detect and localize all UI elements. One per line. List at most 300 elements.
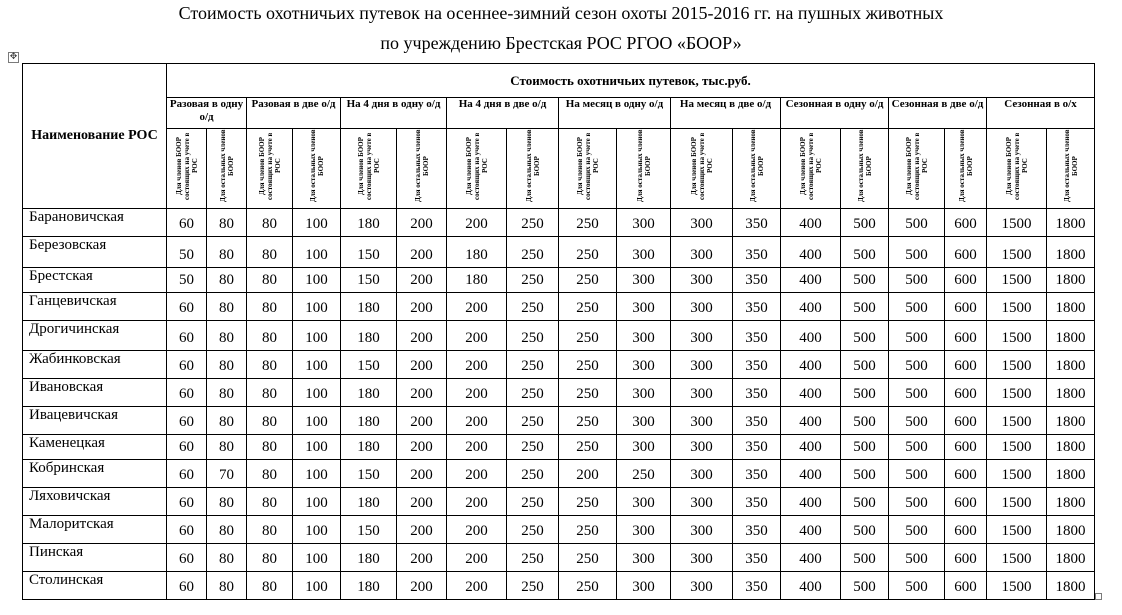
price-cell: 1800 [1047,516,1095,544]
price-cell: 1800 [1047,544,1095,572]
price-cell: 350 [733,209,781,237]
price-cell: 100 [293,321,341,351]
header-sub-label: Для членов БООР состоящих на учете в РОС [356,132,381,200]
price-cell: 1800 [1047,435,1095,460]
price-cell: 200 [397,544,447,572]
price-cell: 60 [167,293,207,321]
price-cell: 300 [617,293,671,321]
price-cell: 180 [341,435,397,460]
price-cell: 80 [247,572,293,600]
price-cell: 500 [889,435,945,460]
price-cell: 350 [733,268,781,293]
price-cell: 500 [889,321,945,351]
price-cell: 80 [247,544,293,572]
price-cell: 60 [167,435,207,460]
price-cell: 180 [341,321,397,351]
price-cell: 100 [293,435,341,460]
price-cell: 400 [781,379,841,407]
price-cell: 300 [671,293,733,321]
price-cell: 400 [781,268,841,293]
ros-name-cell: Столинская [23,572,167,600]
price-cell: 600 [945,460,987,488]
table-row [23,435,1095,460]
price-cell: 1800 [1047,379,1095,407]
price-cell: 600 [945,321,987,351]
header-sub-label: Для членов БООР состоящих на учете в РОС [575,132,600,200]
header-sub-label: Для остальных членов БООР [524,129,541,203]
price-cell: 350 [733,407,781,435]
price-cell: 500 [841,268,889,293]
price-cell: 200 [447,516,507,544]
price-cell: 600 [945,572,987,600]
price-cell: 200 [447,407,507,435]
price-cell: 200 [559,460,617,488]
price-cell: 80 [247,293,293,321]
price-cell: 500 [889,460,945,488]
price-cell: 60 [167,321,207,351]
header-group: Сезонная в о/х [987,98,1095,129]
header-price-title: Стоимость охотничьих путевок, тыс.руб. [167,64,1095,98]
price-cell: 80 [207,435,247,460]
price-cell: 500 [889,407,945,435]
header-sub-others [1047,129,1095,209]
price-cell: 500 [841,237,889,268]
header-sub-label: Для членов БООР состоящих на учете в РОС [798,132,823,200]
ros-name-cell: Малоритская [23,516,167,544]
price-cell: 180 [447,237,507,268]
price-cell: 1500 [987,293,1047,321]
price-cell: 400 [781,407,841,435]
header-sub-members [559,129,617,209]
price-cell: 150 [341,460,397,488]
price-cell: 400 [781,488,841,516]
price-cell: 1800 [1047,572,1095,600]
price-cell: 100 [293,460,341,488]
price-cell: 200 [397,572,447,600]
price-cell: 600 [945,379,987,407]
price-cell: 200 [447,460,507,488]
ros-name-cell: Пинская [23,544,167,572]
price-cell: 400 [781,351,841,379]
price-table [22,63,1095,600]
price-cell: 300 [671,237,733,268]
ros-name-cell: Дрогичинская [23,321,167,351]
price-cell: 300 [617,268,671,293]
price-cell: 180 [341,407,397,435]
price-cell: 500 [841,488,889,516]
price-cell: 250 [507,237,559,268]
ros-name-cell: Ивацевичская [23,407,167,435]
price-cell: 100 [293,516,341,544]
price-cell: 200 [397,488,447,516]
table-row [23,268,1095,293]
price-cell: 400 [781,516,841,544]
price-cell: 100 [293,268,341,293]
price-cell: 1800 [1047,237,1095,268]
price-cell: 200 [447,293,507,321]
header-sub-label: Для остальных членов БООР [1062,129,1079,203]
price-cell: 300 [671,488,733,516]
price-cell: 100 [293,293,341,321]
table-row [23,351,1095,379]
price-cell: 400 [781,572,841,600]
table-row [23,209,1095,237]
price-cell: 180 [341,209,397,237]
table-row [23,516,1095,544]
price-cell: 300 [671,435,733,460]
price-cell: 80 [207,516,247,544]
price-cell: 100 [293,209,341,237]
price-cell: 150 [341,516,397,544]
price-cell: 250 [559,379,617,407]
table-row [23,293,1095,321]
ros-name-cell: Ганцевичская [23,293,167,321]
price-cell: 250 [559,209,617,237]
price-cell: 300 [671,460,733,488]
ros-name-cell: Ивановская [23,379,167,407]
price-cell: 150 [341,237,397,268]
price-cell: 180 [447,268,507,293]
price-cell: 300 [671,572,733,600]
header-sub-members [671,129,733,209]
price-cell: 1500 [987,488,1047,516]
price-cell: 350 [733,237,781,268]
header-sub-members [781,129,841,209]
price-cell: 350 [733,488,781,516]
price-cell: 250 [559,351,617,379]
price-cell: 250 [507,572,559,600]
price-cell: 300 [617,351,671,379]
price-cell: 60 [167,460,207,488]
header-group: На месяц в одну о/д [559,98,671,129]
price-cell: 1500 [987,321,1047,351]
price-cell: 250 [559,544,617,572]
header-sub-label: Для членов БООР состоящих на учете в РОС [1004,132,1029,200]
price-cell: 250 [559,321,617,351]
price-cell: 80 [207,572,247,600]
price-cell: 1500 [987,379,1047,407]
table-row [23,488,1095,516]
ros-name-cell: Кобринская [23,460,167,488]
price-cell: 200 [397,209,447,237]
price-cell: 300 [671,516,733,544]
price-cell: 250 [507,321,559,351]
price-cell: 80 [247,351,293,379]
price-cell: 300 [617,488,671,516]
header-sub-label: Для остальных членов БООР [308,129,325,203]
price-cell: 200 [397,516,447,544]
price-cell: 300 [617,321,671,351]
header-sub-label: Для остальных членов БООР [856,129,873,203]
price-cell: 1800 [1047,407,1095,435]
price-cell: 300 [617,379,671,407]
price-cell: 600 [945,351,987,379]
price-cell: 350 [733,516,781,544]
price-cell: 200 [397,435,447,460]
price-cell: 300 [617,407,671,435]
price-cell: 300 [671,321,733,351]
price-cell: 60 [167,407,207,435]
price-cell: 80 [247,268,293,293]
price-cell: 500 [841,544,889,572]
price-cell: 80 [247,321,293,351]
header-sub-members [889,129,945,209]
price-cell: 80 [207,209,247,237]
price-cell: 200 [447,379,507,407]
header-sub-others [207,129,247,209]
header-ros-name: Наименование РОС [23,64,167,209]
header-sub-label: Для членов БООР состоящих на учете в РОС [174,132,199,200]
price-cell: 500 [841,407,889,435]
header-sub-members [247,129,293,209]
price-cell: 1500 [987,268,1047,293]
price-cell: 250 [559,516,617,544]
header-sub-others [293,129,341,209]
table-row [23,321,1095,351]
ros-name-cell: Ляховичская [23,488,167,516]
price-cell: 250 [507,268,559,293]
price-cell: 200 [397,379,447,407]
price-cell: 250 [507,209,559,237]
price-cell: 200 [447,572,507,600]
price-cell: 80 [247,237,293,268]
price-cell: 80 [207,293,247,321]
price-cell: 500 [841,379,889,407]
price-cell: 200 [447,321,507,351]
price-cell: 600 [945,237,987,268]
price-cell: 500 [889,379,945,407]
price-cell: 400 [781,293,841,321]
price-cell: 500 [889,237,945,268]
price-cell: 250 [559,293,617,321]
price-cell: 100 [293,379,341,407]
price-cell: 80 [247,488,293,516]
ros-name-cell: Брестская [23,268,167,293]
table-row [23,460,1095,488]
header-group: На 4 дня в одну о/д [341,98,447,129]
price-cell: 250 [507,379,559,407]
table-move-handle-icon[interactable]: ✥ [9,52,18,62]
price-cell: 80 [207,351,247,379]
price-cell: 500 [841,209,889,237]
price-cell: 1800 [1047,351,1095,379]
header-sub-label: Для остальных членов БООР [413,129,430,203]
price-cell: 180 [341,379,397,407]
price-cell: 500 [841,516,889,544]
price-cell: 200 [397,321,447,351]
price-cell: 600 [945,209,987,237]
price-cell: 600 [945,293,987,321]
price-cell: 200 [447,435,507,460]
price-cell: 1800 [1047,268,1095,293]
header-sub-others [733,129,781,209]
price-cell: 100 [293,407,341,435]
price-cell: 400 [781,460,841,488]
price-cell: 300 [617,435,671,460]
price-cell: 60 [167,572,207,600]
price-cell: 250 [559,268,617,293]
price-cell: 80 [247,209,293,237]
header-sub-label: Для остальных членов БООР [635,129,652,203]
header-sub-others [945,129,987,209]
price-cell: 1800 [1047,209,1095,237]
price-cell: 200 [397,293,447,321]
price-cell: 400 [781,544,841,572]
price-cell: 350 [733,379,781,407]
document-title-line-1: Стоимость охотничьих путевок на осеннее-зимний сезон охоты 2015-2016 гг. на пушных животных [178,3,944,23]
price-cell: 300 [671,209,733,237]
price-cell: 250 [507,293,559,321]
price-cell: 180 [341,293,397,321]
header-sub-others [397,129,447,209]
ros-name-cell: Жабинковская [23,351,167,379]
price-cell: 60 [167,209,207,237]
price-cell: 80 [207,544,247,572]
header-group: Разовая в две о/д [247,98,341,129]
price-cell: 1500 [987,516,1047,544]
price-cell: 250 [617,460,671,488]
price-cell: 200 [447,209,507,237]
table-row [23,572,1095,600]
header-sub-label: Для членов БООР состоящих на учете в РОС [904,132,929,200]
price-cell: 150 [341,351,397,379]
table-row [23,379,1095,407]
price-cell: 1500 [987,351,1047,379]
price-cell: 250 [559,488,617,516]
price-cell: 500 [889,488,945,516]
price-cell: 100 [293,544,341,572]
price-cell: 50 [167,268,207,293]
price-cell: 250 [507,544,559,572]
price-cell: 250 [507,516,559,544]
price-cell: 1800 [1047,460,1095,488]
ros-name-cell: Березовская [23,237,167,268]
price-cell: 200 [397,407,447,435]
price-cell: 180 [341,572,397,600]
header-sub-others [841,129,889,209]
price-cell: 80 [207,488,247,516]
price-cell: 80 [207,321,247,351]
price-cell: 180 [341,544,397,572]
price-cell: 500 [889,544,945,572]
table-row [23,407,1095,435]
price-cell: 300 [671,268,733,293]
price-cell: 350 [733,435,781,460]
price-cell: 300 [671,379,733,407]
price-cell: 350 [733,351,781,379]
table-row [23,237,1095,268]
header-group: Сезонная в одну о/д [781,98,889,129]
price-cell: 600 [945,544,987,572]
table-resize-handle[interactable] [1095,593,1102,600]
price-cell: 80 [207,268,247,293]
price-cell: 200 [447,351,507,379]
price-cell: 1800 [1047,321,1095,351]
price-cell: 250 [559,572,617,600]
price-cell: 60 [167,351,207,379]
price-cell: 250 [559,435,617,460]
price-cell: 1500 [987,544,1047,572]
price-cell: 600 [945,435,987,460]
price-cell: 600 [945,516,987,544]
header-sub-members [987,129,1047,209]
ros-name-cell: Барановичская [23,209,167,237]
price-cell: 200 [397,351,447,379]
header-sub-members [341,129,397,209]
price-cell: 250 [507,488,559,516]
price-cell: 80 [247,407,293,435]
price-cell: 70 [207,460,247,488]
header-sub-members [447,129,507,209]
price-cell: 50 [167,237,207,268]
price-cell: 500 [889,351,945,379]
price-cell: 180 [341,488,397,516]
price-cell: 250 [559,237,617,268]
price-cell: 100 [293,488,341,516]
header-group: Сезонная в две о/д [889,98,987,129]
price-cell: 1800 [1047,488,1095,516]
price-cell: 100 [293,351,341,379]
price-cell: 60 [167,544,207,572]
price-cell: 400 [781,209,841,237]
price-cell: 600 [945,488,987,516]
price-cell: 500 [841,435,889,460]
price-cell: 1500 [987,237,1047,268]
price-cell: 350 [733,293,781,321]
price-cell: 200 [397,237,447,268]
header-sub-label: Для членов БООР состоящих на учете в РОС [689,132,714,200]
price-cell: 250 [507,407,559,435]
price-cell: 400 [781,435,841,460]
price-cell: 250 [559,407,617,435]
header-group: На месяц в две о/д [671,98,781,129]
price-cell: 200 [397,460,447,488]
price-cell: 1500 [987,572,1047,600]
price-cell: 350 [733,321,781,351]
price-cell: 1500 [987,209,1047,237]
price-cell: 500 [841,572,889,600]
price-cell: 300 [617,209,671,237]
price-cell: 150 [341,268,397,293]
price-cell: 300 [617,516,671,544]
price-cell: 500 [889,268,945,293]
price-cell: 80 [207,407,247,435]
header-sub-others [507,129,559,209]
price-cell: 80 [247,435,293,460]
price-cell: 300 [671,407,733,435]
price-cell: 60 [167,379,207,407]
price-cell: 350 [733,572,781,600]
document-title-line-2: по учреждению Брестская РОС РГОО «БООР» [380,33,742,53]
price-cell: 500 [889,209,945,237]
price-cell: 350 [733,544,781,572]
price-cell: 80 [247,379,293,407]
price-cell: 80 [247,460,293,488]
price-cell: 1500 [987,435,1047,460]
header-sub-label: Для остальных членов БООР [218,129,235,203]
price-cell: 250 [507,435,559,460]
price-cell: 1800 [1047,293,1095,321]
price-cell: 500 [889,516,945,544]
header-group: Разовая в одну о/д [167,98,247,129]
price-cell: 1500 [987,407,1047,435]
header-sub-label: Для членов БООР состоящих на учете в РОС [257,132,282,200]
price-cell: 300 [617,237,671,268]
price-cell: 500 [841,351,889,379]
price-cell: 400 [781,237,841,268]
header-sub-members [167,129,207,209]
price-cell: 200 [447,544,507,572]
